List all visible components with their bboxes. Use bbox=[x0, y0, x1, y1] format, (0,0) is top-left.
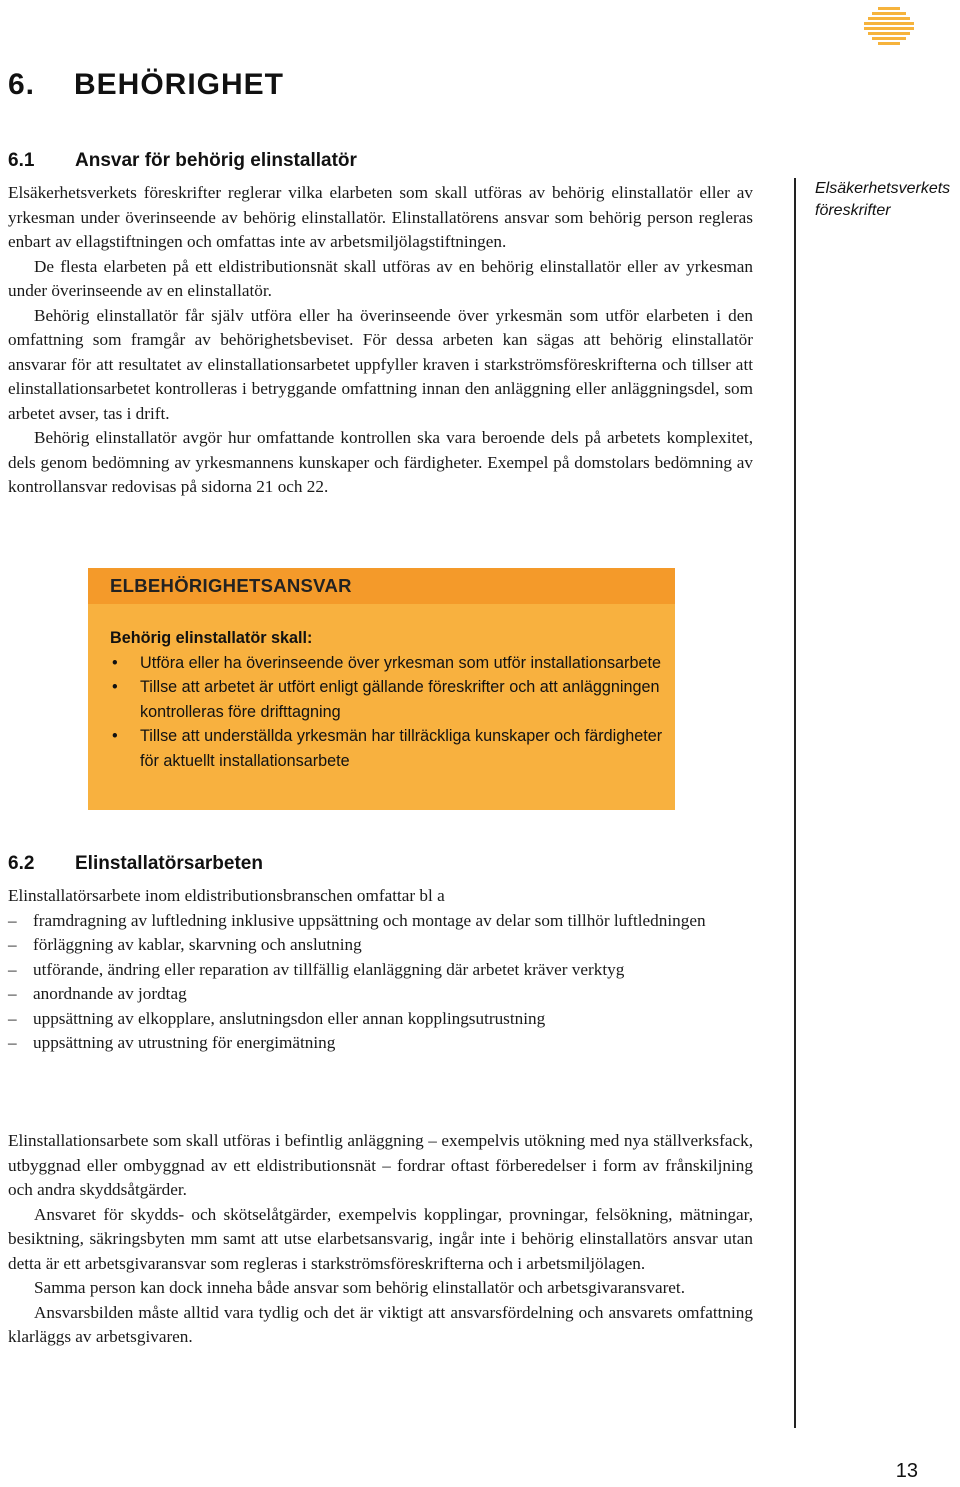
dash-list-item-text: uppsättning av utrustning för energimätning bbox=[33, 1033, 336, 1052]
section-1-paragraph: De flesta elarbeten på ett eldistributionsnät skall utföras av en behörig elinstallatör eller av yrkesman under överinseende av en elinstallatör. bbox=[8, 256, 753, 300]
dash-icon: – bbox=[8, 910, 17, 930]
bullet-icon: • bbox=[112, 678, 118, 696]
dash-list-item bbox=[8, 933, 753, 958]
section-1-paragraph: Elsäkerhetsverkets föreskrifter reglerar vilka elarbeten som skall utföras av behörig elinstallatör eller av yrkesman under överinseende av behörig elinstallatör. Elinstallatörens ansvar som behörig person regleras enbart av ellagstiftningen och omfattas inte av arbetsmiljölagstiftningen. bbox=[8, 183, 753, 251]
section-2-body bbox=[8, 1129, 753, 1350]
margin-note: Elsäkerhetsverkets föreskrifter bbox=[815, 180, 951, 219]
section-1-paragraph: Behörig elinstallatör avgör hur omfattande kontrollen ska vara beroende dels på arbetets komplexitet, dels genom bedömning av yrkesmannens kunskaper och färdigheter. Exempel på domstolars bedömning av kontrollansvar redovisas på sidorna 21 och 22. bbox=[8, 428, 753, 496]
section-1-body bbox=[8, 181, 753, 500]
section-2-paragraph: Ansvaret för skydds- och skötselåtgärder, exempelvis kopplingar, provningar, felsökning, mätningar, besiktning, säkringsbyten mm samt att utse elarbetsansvarig, ingår inte i behörig elinstallatörs ansvar utan detta är ett arbetsgivaransvar som regleras i starkströmsföreskrifterna och i arbetsmiljölagen. bbox=[8, 1204, 753, 1273]
dash-list-item-text: anordnande av jordtag bbox=[33, 984, 187, 1003]
dash-list-item bbox=[8, 982, 753, 1007]
dash-list-item-text: framdragning av luftledning inklusive uppsättning och montage av delar som tillhör luftledningen bbox=[33, 910, 706, 930]
section-2-title: Elinstallatörsarbeten bbox=[75, 853, 263, 874]
dash-list-item-text: förläggning av kablar, skarvning och anslutning bbox=[33, 935, 362, 954]
dash-icon: – bbox=[8, 959, 17, 979]
box-bullet-list bbox=[110, 651, 665, 774]
section-2-paragraph: Ansvarsbilden måste alltid vara tydlig och det är viktigt att ansvarsfördelning och ansvarets omfattning klarläggs av arbetsgivaren. bbox=[8, 1302, 753, 1346]
bullet-icon: • bbox=[112, 727, 118, 745]
chapter-title bbox=[8, 68, 284, 102]
section-2-paragraph: Samma person kan dock inneha både ansvar som behörig elinstallatör och arbetsgivaransvaret. bbox=[34, 1278, 686, 1297]
section-2-intro: Elinstallatörsarbete inom eldistributionsbranschen omfattar bl a bbox=[8, 886, 445, 905]
chapter-number: 6. bbox=[8, 68, 36, 101]
section-1-heading bbox=[8, 150, 357, 172]
box-heading: ELBEHÖRIGHETSANSVAR bbox=[88, 568, 675, 604]
section-1-title: Ansvar för behörig elinstallatör bbox=[75, 150, 357, 171]
dash-list-item-text: uppsättning av elkopplare, anslutningsdon eller annan kopplingsutrustning bbox=[33, 1008, 546, 1028]
sun-stripes-logo-icon bbox=[862, 6, 916, 46]
responsibility-box bbox=[88, 568, 675, 810]
section-1-paragraph: Behörig elinstallatör får själv utföra eller ha överinseende över yrkesmän som utför elarbeten i den omfattning som framgår av behörighetsbeviset. För dessa arbeten kan sägas att behörig elinstallatör ansvarar för att resultatet av elinstallationsarbetet uppfyller kraven i starkströmsföreskrifterna och tillser att elinstallationsarbetet kontrolleras i betryggande omfattning innan den anläggning eller anläggningsdel, som arbetet avser, tas i drift. bbox=[8, 305, 753, 423]
box-list-item-text: Tillse att arbetet är utfört enligt gällande föreskrifter och att anläggningen kontrolleras före drifttagning bbox=[140, 678, 660, 721]
section-2-paragraph: Elinstallationsarbete som skall utföras i befintlig anläggning – exempelvis utökning med nya ställverksfack, utbyggnad eller ombyggnad av ett eldistributionsnät – fordrar oftast förberedelser i form av frånskiljning och andra skyddsåtgärder. bbox=[8, 1131, 753, 1199]
dash-list-item bbox=[8, 958, 753, 983]
dash-icon: – bbox=[8, 1033, 17, 1052]
dash-icon: – bbox=[8, 1008, 17, 1028]
box-list-item-text: Utföra eller ha överinseende över yrkesman som utför installationsarbete bbox=[140, 653, 661, 672]
box-list-item bbox=[110, 724, 665, 773]
section-2-list-block bbox=[8, 884, 753, 1056]
bullet-icon: • bbox=[112, 653, 118, 672]
chapter-title-text: BEHÖRIGHET bbox=[74, 68, 285, 101]
dash-list-item-text: utförande, ändring eller reparation av tillfällig elanläggning där arbetet kräver verktyg bbox=[33, 959, 625, 979]
box-body bbox=[110, 626, 665, 773]
box-subheading: Behörig elinstallatör skall: bbox=[110, 629, 313, 647]
box-list-item-text: Tillse att underställda yrkesmän har tillräckliga kunskaper och färdigheter för aktuellt installationsarbete bbox=[140, 727, 663, 770]
page-number: 13 bbox=[895, 1460, 918, 1482]
margin-divider bbox=[794, 178, 796, 1428]
dash-icon: – bbox=[8, 935, 17, 954]
section-1-number: 6.1 bbox=[8, 150, 35, 171]
dash-icon: – bbox=[8, 984, 17, 1003]
dash-list-item bbox=[8, 909, 753, 934]
box-list-item bbox=[110, 675, 665, 724]
work-dash-list bbox=[8, 909, 753, 1056]
section-2-heading bbox=[8, 853, 263, 875]
section-2-number: 6.2 bbox=[8, 853, 35, 874]
dash-list-item bbox=[8, 1031, 753, 1056]
box-list-item bbox=[110, 651, 665, 676]
dash-list-item bbox=[8, 1007, 753, 1032]
